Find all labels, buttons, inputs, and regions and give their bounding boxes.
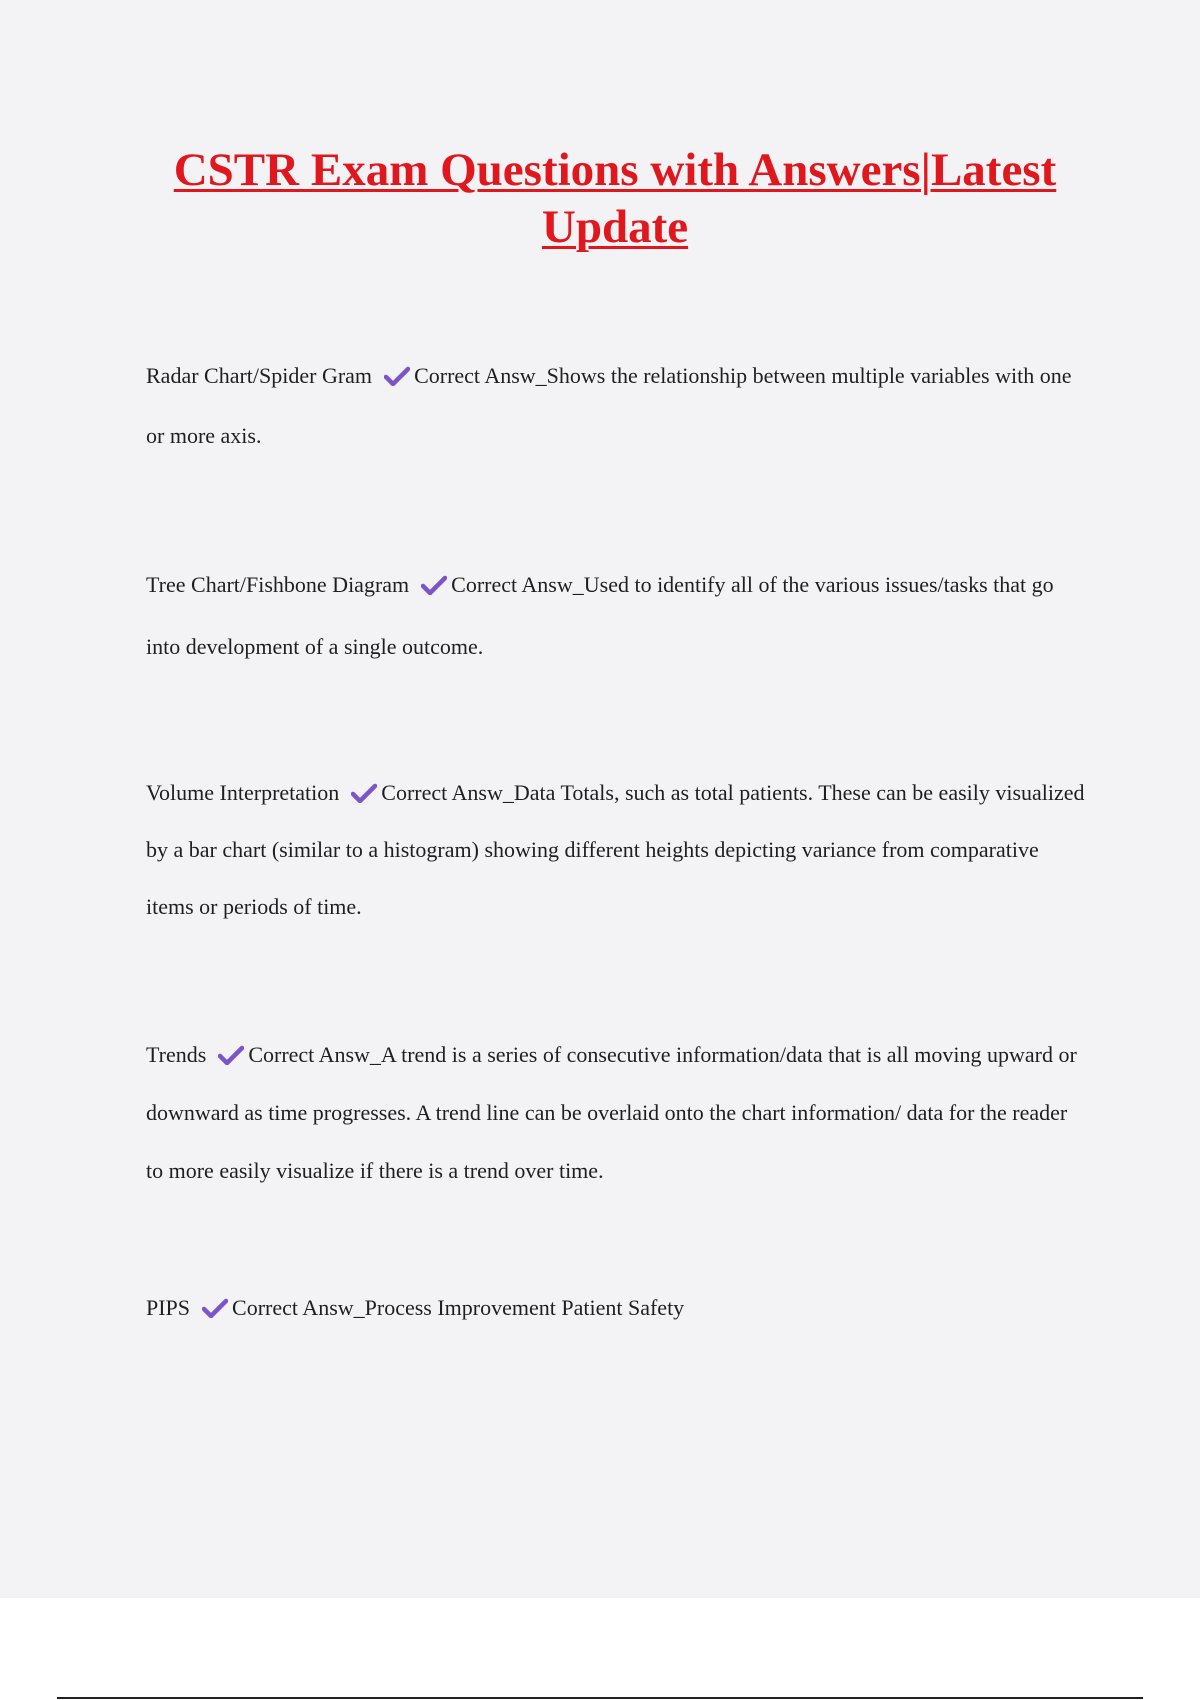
checkmark-icon [218, 1029, 244, 1049]
checkmark-icon [351, 767, 377, 787]
qa-item [146, 554, 1086, 678]
document-title: CSTR Exam Questions with Answers|Latest Update [173, 144, 1057, 253]
qa-item [146, 764, 1086, 935]
qa-answer: Correct Answ_Used to identify all of the various issues/tasks that go into development of a single outcome. [146, 572, 1054, 659]
qa-answer: Correct Answ_Process Improvement Patient Safety [232, 1295, 685, 1320]
qa-term: PIPS [146, 1295, 191, 1320]
qa-item [146, 1292, 1086, 1324]
qa-term: Trends [146, 1042, 207, 1067]
checkmark-icon [202, 1295, 228, 1315]
qa-term: Volume Interpretation [146, 780, 340, 805]
qa-answer: Correct Answ_A trend is a series of consecutive information/data that is all moving upward or downward as time progresses. A trend line can be overlaid onto the chart information/ data for the reader to more easily visualize if there is a trend over time. [146, 1042, 1077, 1183]
qa-item [146, 346, 1086, 466]
qa-item [146, 1026, 1086, 1200]
checkmark-icon [421, 557, 447, 577]
qa-term: Radar Chart/Spider Gram [146, 363, 373, 388]
qa-answer: Correct Answ_Data Totals, such as total patients. These can be easily visualized by a bar chart (similar to a histogram) showing different heights depicting variance from comparative items or periods of time. [146, 780, 1085, 919]
page-divider [57, 1697, 1143, 1699]
checkmark-icon [384, 349, 410, 369]
qa-answer: Correct Answ_Shows the relationship between multiple variables with one or more axis. [146, 363, 1072, 448]
qa-term: Tree Chart/Fishbone Diagram [146, 572, 410, 597]
